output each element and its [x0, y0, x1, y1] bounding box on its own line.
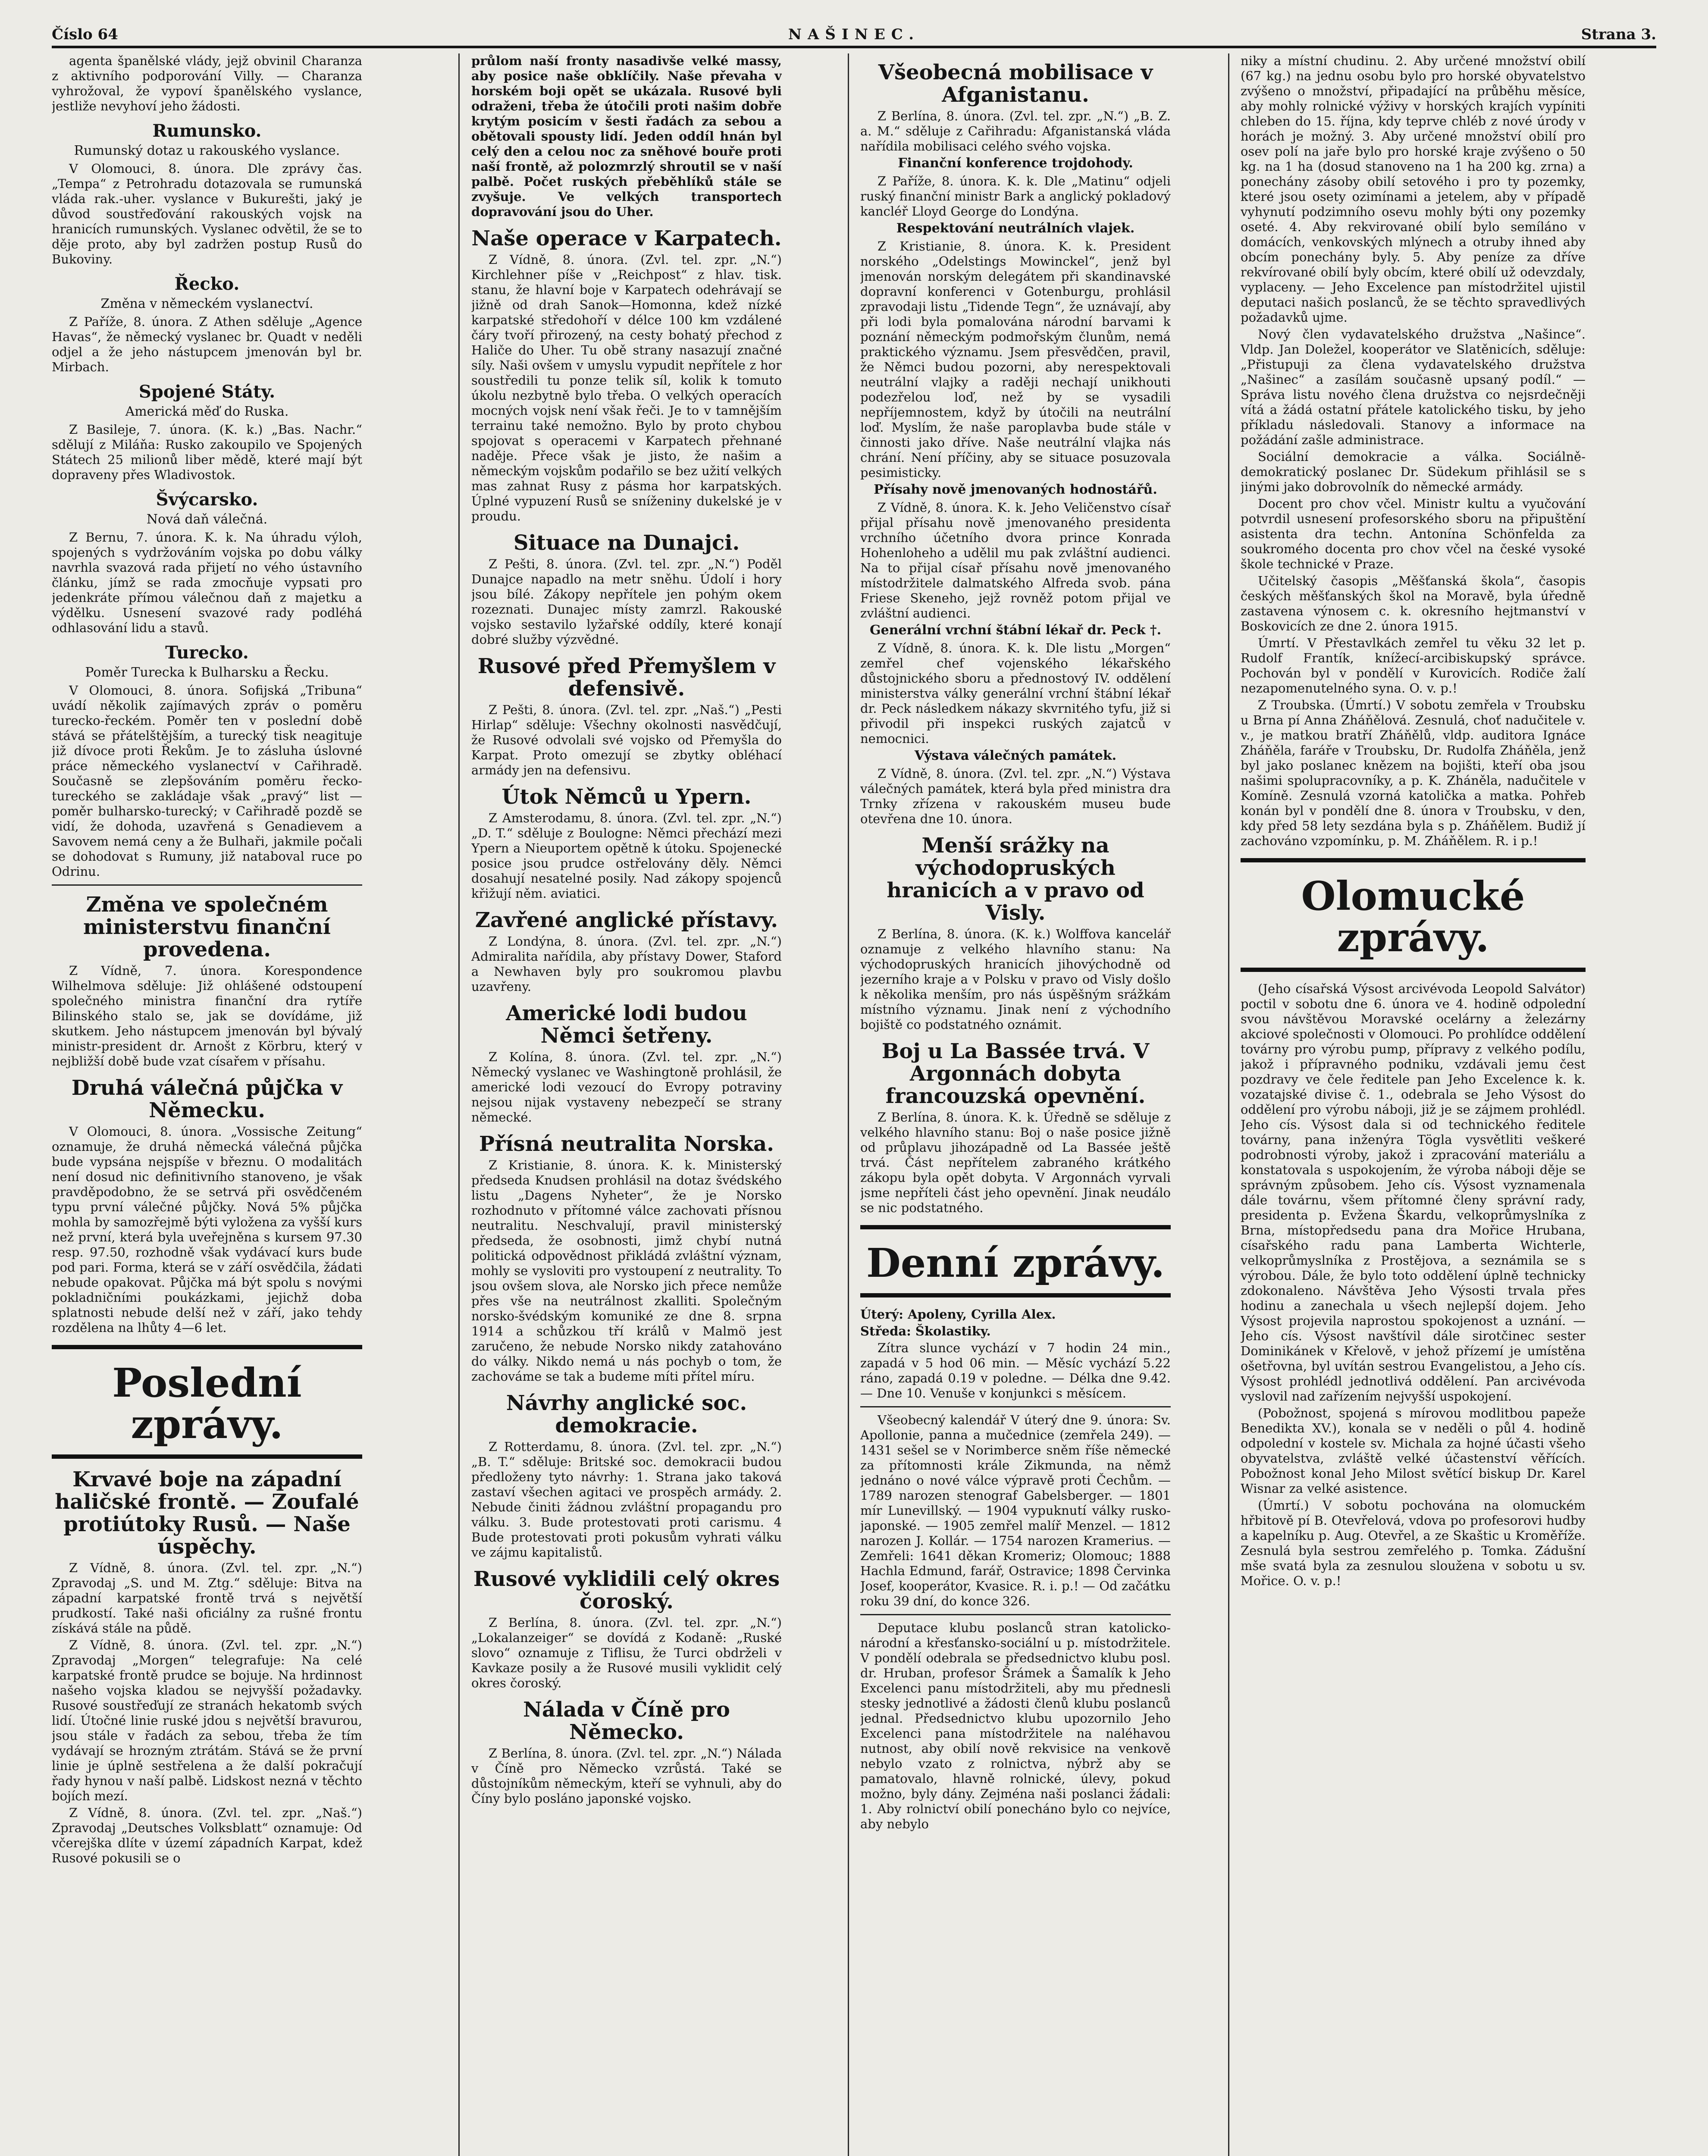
divider [860, 1406, 1171, 1407]
headline: Naše operace v Karpatech. [471, 226, 782, 251]
article-text: (Jeho císařská Výsost arcivévoda Leopold Salvátor) poctil v sobotu dne 6. února ve 4. hodině odpolední svou návštěvou Moravské ocelárny a železárny akciové společnosti v Olomouci. Po prohlídce oddělení továrny pro výrobu pump, přípravy z velkého podílu, jakož i přípravného podniku, vzdávali jemu čest pozdravy ve čele ředitele pan Jeho Excelence k. k. vozatajské divise č. 1., odebrala se Jeho Výsost do oddělení pro výrobu náboji, již je se zájmem prohlédl. Jeho cís. Výsost dala si od technického ředitele továrny, pana inženýra Tögla vysvětliti veškeré podrobnosti výroby, jakož i zpracování materiálu a konstatovala s uspokojením, že výroba náboji děje se správným způsobem. Jeho cís. Výsost vyznamenala dále továrnu, všem přítomné členy správní rady, presidenta p. Evžena Škardu, velkoprůmyslníka z Brna, místopředsedu pana dra Mořice Hrubana, císařského radu pana Lamberta Wichterle, velkoprůmyslníka z Prostějova, a seznámila se s výrobou. Dále, že bylo toto oddělení úplně technicky zdokonaleno. Návštěva Jeho Výsosti trvala přes hodinu a zanechala u všech nejlepší dojem. Jeho Výsost projevila naprostou spokojenost a uznání. — Jeho cís. Výsost navštívil dále sirotčinec sester Dominikánek v Křelově, v jehož přízemí je umístěna ošetřovna, byl uvítán sestrou Evangelistou, a Jeho cís. Výsost prohlédl jednotlivá oddělení. Pan arcivévoda vyslovil nad zařízením nejvyšší uspokojení. [1241, 981, 1586, 1404]
section-heading: Spojené Státy. [138, 382, 276, 402]
column-rule [458, 53, 460, 2156]
headline: Krvavé boje na západní haličské frontě. — Zoufalé protiútoky Rusů. — Naše úspěchy. [55, 1467, 359, 1559]
article-text: Z Berlína, 8. února. (K. k.) Wolffova kancelář oznamuje z velkého hlavního stanu: Na východopruských hranicích jihovýchodně od jezerního kraje a v Polsku v pravo od Visly došlo k několika menším, pro nás úspěšným srážkám místního významu. Jinak není z východního bojiště co podstatného oznámit. [860, 927, 1171, 1032]
headline: Zavřené anglické přístavy. [475, 908, 778, 932]
article-text: V Olomouci, 8. února. Dle zprávy čas. „Tempa“ z Petrohradu dotazovala se rumunská vláda rak.-uher. vyslance v Bukurešti, jaký je důvod soustřeďování rakouských vojsk na hranicích rumunských. Vyslanec odvětil, že se to děje proto, aby byl zadržen postup Rusů do Bukoviny. [52, 161, 362, 266]
section-banner: Poslední zprávy. [112, 1360, 302, 1448]
section-heading: Turecko. [165, 642, 249, 663]
article-text: Z Vídně, 8. února. K. k. Jeho Veličenstvo císař přijal přísahu nově jmenovaného presidenta vrchního účetního dvora prince Konrada Hohenloheho a udělil mu pak zvláštní audienci. Na to přijal císař přísahu nově jmenovaného místodržitele dalmatského Alfreda svob. pána Friese Skeneho, jejž rovněž potom přijal ve zvláštní audienci. [860, 500, 1171, 620]
article-text: Zítra slunce vychází v 7 hodin 24 min., zapadá v 5 hod 06 min. — Měsíc vychází 5.22 ráno, zapadá 0.19 v poledne. — Délka dne 9.42. — Dne 10. Venuše v konjunkci s měsícem. [860, 1341, 1171, 1401]
article-text: Z Vídně, 8. února. (Zvl. tel. zpr. „N.“) Kirchlehner píše v „Reichpost“ z hlav. tisk. stanu, že hlavní boje v Karpatech odehrávají se jižně od drah Sanok—Homonna, kdež nízké karpatské středohoří v délce 100 km vzdálené čáry tvoří přirozený, na cesty bohatý přechod z Haliče do Uher. Tu obě strany nasazují značné síly. Naši ovšem v umyslu vypudit nepřítele z hor soustředili tu ponze telik síl, kolik k tomuto úkolu nezbytně bylo třeba. O velkých operacích mocných vojsk není však řeči. Je to v tamnějším terrainu také nemožno. Bylo by proto chybou spojovat s operacemi v Karpatech přehnané naděje. Přece však je jisto, že našim a německým vojskům podařilo se bez užití velkých mas zahnat Rusy z pásma hor karpatských. Úplné vypuzení Rusů se sníženiny dukelské je v proudu. [471, 252, 782, 523]
section-heading: Rumunsko. [152, 121, 262, 141]
headline: Situace na Dunajci. [513, 531, 740, 555]
article-text: Z Vídně, 8. února. (Zvl. tel. zpr. „Naš.“) Zpravodaj „Deutsches Volksblatt“ oznamuje: Od včerejška dlíte v území západních Karpat, kdež Rusové pokusili se o [52, 1805, 362, 1865]
divider [52, 1345, 362, 1349]
article-text: Z Paříže, 8. února. K. k. Dle „Matinu“ odjeli ruský finanční ministr Bark a anglický pokladový kancléř Lloyd George do Londýna. [860, 174, 1171, 219]
column-rule [1228, 53, 1229, 2156]
headline: Americké lodi budou Němci šetřeny. [506, 1001, 747, 1048]
article-text: Docent pro chov včel. Ministr kultu a vyučování potvrdil usnesení profesorského sboru na připuštění asistenta dra techn. Antonína Schönfelda za soukromého docenta pro chov včel na české vysoké škole technické v Praze. [1241, 496, 1586, 571]
divider [860, 1293, 1171, 1297]
article-text: Z Paříže, 8. února. Z Athen sděluje „Agence Havas“, že německý vyslanec br. Quadt v neděli odjel a že jeho nástupcem jmenován byl br. Mirbach. [52, 314, 362, 374]
calendar-line: Úterý: Apoleny, Cyrilla Alex. [860, 1307, 1056, 1322]
column-2 [471, 53, 782, 2156]
article-text: Z Pešti, 8. února. (Zvl. tel. zpr. „N.“) Poděl Dunajce napadlo na metr sněhu. Údolí i hory jsou bílé. Zákopy nepřítele jen pohým okem rozeznati. Dunajec místy zamrzl. Rakouské vojsko sestavilo lyžařské oddíly, které konají dobré služby výzvědné. [471, 557, 782, 647]
issue-number: Číslo 64 [52, 26, 118, 43]
divider [52, 884, 362, 886]
article-text: Učitelský časopis „Měšťanská škola“, časopis českých měšťanských škol na Moravě, byla úředně zastavena výnosem c. k. okresního hejtmanství v Boskovicích ze dne 2. února 1915. [1241, 573, 1586, 633]
article-text: Z Vídně, 8. února. (Zvl. tel. zpr. „N.“) Výstava válečných památek, která byla před ministra dra Trnky zřízena v rakouském museu bude otevřena dne 10. února. [860, 766, 1171, 826]
divider [860, 1225, 1171, 1229]
section-heading: Švýcarsko. [156, 489, 258, 510]
article-text: Z Londýna, 8. února. (Zvl. tel. zpr. „N.“) Admiralita nařídila, aby přístavy Dower, Staford a Newhaven byly pro soukromou plavbu uzavřeny. [471, 934, 782, 994]
divider [52, 1454, 362, 1459]
article-text: Z Berlína, 8. února. (Zvl. tel. zpr. „N.“) „B. Z. a. M.“ sděluje z Cařihradu: Afganistanská vláda nařídila mobilisaci celého svého vojska. [860, 109, 1171, 154]
headline: Rusové před Přemyšlem v defensivě. [477, 654, 776, 701]
page-number: Strana 3. [1581, 26, 1656, 43]
article-text: Z Berlína, 8. února. K. k. Úředně se sděluje z velkého hlavního stanu: Boj o naše posice jižně od průplavu jihozápadně od La Bassée ještě trvá. Část nepřítelem zabraného krátkého zákopu byla opět dobyta. V Argonnách vyrvali jsme nepříteli část jeho opevnění. Jinak neudálo se nic podstatného. [860, 1110, 1171, 1215]
article-subheading: Poměr Turecka k Bulharsku a Řecku. [85, 665, 329, 680]
divider [1241, 858, 1586, 862]
article-text: Z Bernu, 7. února. K. k. Na úhradu výloh, spojených s vydržováním vojska po dobu války navrhla svazová rada přijetí no vého ústavního článku, jímž se rada zmocňuje vypsati pro jedenkráte přímou válečnou daň z majetku a výdělku. Usnesení svazové rady podléhá odhlasování lidu a stavů. [52, 530, 362, 635]
column-4 [1241, 53, 1586, 2156]
article-text: Z Vídně, 7. února. Korespondence Wilhelmova sděluje: Již ohlášené odstoupení společného ministra finanční dra rytíře Bilinského stalo se, jak se dovídáme, již skutkem. Jeho nástupcem jmenován byl bývalý ministr-president dr. Arnošt z Körbru, který v nejbližší době bude vzat císařem v přísahu. [52, 963, 362, 1069]
headline: Útok Němců u Ypern. [501, 785, 752, 809]
article-text: průlom naší fronty nasadivše velké massy, aby posice naše obklíčily. Naše převaha v horském boji opět se ukázala. Rusové byli odraženi, třeba že útočili proti našim dobře krytým posicím v šesti řadách za sebou a obětovali spousty lidí. Jeden oddíl hnán byl celý den a celou noc za sněhové bouře proti naší frontě, až polozmrzlý shroutil se v naší palbě. Počet ruských přeběhlíků stále se zvyšuje. Ve velkých transportech dopravování jsou do Uher. [471, 53, 782, 219]
article-text: Z Troubska. (Úmrtí.) V sobotu zemřela v Troubsku u Brna pí Anna Zháňělová. Zesnulá, choť nadučitele v. v., je matkou bratří Zháňělů, vldp. auditora Ignáce Zháňěla, faráře v Troubsku, Dr. Rudolfa Zháňěla, jenž byl jako poslanec knězem na bojišti, kteří oba jsou našimi spolupracovníky, a p. K. Zháněla, nadučitele v Komíně. Zesnulá vzorná katolička a matka. Pohřeb konán byl v pondělí dne 8. února v Troubsku, v den, kdy před 58 lety sezdána byla s p. Zháňělem. Budiž jí zachováno vzpomínku, p. M. Zháňělem. R. i p.! [1241, 698, 1586, 848]
article-text: (Úmrtí.) V sobotu pochována na olomuckém hřbitově pí B. Otevřelová, vdova po profesorovi hudby a kapelníku p. Aug. Otevřel, a ze Skaštic u Kroměříže. Zesnulá byla sestrou zemřelého p. Tomka. Zádušní mše svatá byla za zesnulou sloužena v sobotu u sv. Mořice. O. v. p.! [1241, 1498, 1586, 1588]
newspaper-title: NAŠINEC. [788, 26, 920, 43]
headline: Rusové vyklidili celý okres čoroský. [473, 1567, 780, 1614]
article-text: Z Berlína, 8. února. (Zvl. tel. zpr. „N.“) „Lokalanzeiger“ se dovídá z Kodaně: „Ruské slovo“ oznamuje z Tiflisu, že Turci obdrželi v Kavkaze posily a že Rusové musili vyklidit celý okres čoroský. [471, 1615, 782, 1690]
column-rule [848, 53, 849, 2156]
column-1 [52, 53, 362, 2156]
article-text: Z Pešti, 8. února. (Zvl. tel. zpr. „Naš.“) „Pesti Hirlap“ sděluje: Všechny okolnosti nasvědčují, že Rusové odvolali své vojsko od Přemyšla do Karpat. Proto omezují se zbytky obléhací armády jen na defensivu. [471, 702, 782, 777]
article-text: Z Amsterodamu, 8. února. (Zvl. tel. zpr. „N.“) „D. T.“ sděluje z Boulogne: Němci přechází mezi Ypern a Nieuportem opětně k útoku. Spojenecké posice jsou prudce ostřelovány děly. Němci dosahují nesatelné posily. Nad zákopy spojenců křižují něm. aviatici. [471, 811, 782, 901]
article-text: Z Kristianie, 8. února. K. k. Ministerský předseda Knudsen prohlásil na dotaz švédského listu „Dagens Nyheter“, že je Norsko rozhodnuto v přítomné válce zachovati přísnou neutralitu. Neschvalují, pravil ministerský předseda, že osobnosti, jimž chybí nutná politická odpovědnost přikládá zvláštní význam, mohly se vysloviti pro vystoupení z neutrality. To jsou ovšem slova, ale Norsko jich přece nemůže přes vše na neutrálnost zkalliti. Společným norsko-švédským komuniké ze dne 8. srpna 1914 a schůzkou tří králů v Malmö jest zaručeno, že nebude Norsko nikdy zatahováno do války. Nikdo nemá u nás pochyb o tom, že zachováme se tak a budeme míti přítel míru. [471, 1158, 782, 1384]
article-subheading: Rumunský dotaz u rakouského vyslance. [74, 143, 340, 158]
article-text: V Olomouci, 8. února. Sofijská „Tribuna“ uvádí několik zajímavých zpráv o poměru turecko-řeckém. Poměr ten v poslední době stává se přátelštějším, a turecký tisk neagituje již dívoce proti Řekům. Je to zásluha úslovné práce německého vyslanectví v Cařihradě. Současně se zlepšováním poměru řecko-tureckého se zakládaje však „pravý“ list — poměr bulharsko-turecký; v Cařihradě pozdě se vidí, že dohoda, uzavřená s Genadievem a Savovem nemá ceny a že Bulhaři, jakmile počali se dohodovat s Rumuny, již nataboval ruce po Odrinu. [52, 683, 362, 879]
article-subheading: Výstava válečných památek. [914, 748, 1117, 763]
column-3 [860, 53, 1171, 2156]
article-text: Z Vídně, 8. února. (Zvl. tel. zpr. „N.“) Zpravodaj „S. und M. Ztg.“ sděluje: Bitva na západní karpatské frontě trvá s největší prudkostí. Také naši oficiálny za rušné frontu získává stále na půdě. [52, 1561, 362, 1636]
article-text: Z Berlína, 8. února. (Zvl. tel. zpr. „N.“) Nálada v Číně pro Německo vzrůstá. Také se důstojníkům německým, kteří se vyhnuli, aby do Číny bylo posláno japonské vojsko. [471, 1746, 782, 1806]
article-subheading: Americká měď do Ruska. [125, 404, 289, 419]
headline: Boj u La Bassée trvá. V Argonnách dobyta francouzská opevnění. [881, 1039, 1150, 1108]
article-subheading: Přísahy nově jmenovaných hodnostářů. [874, 482, 1157, 497]
article-text: Deputace klubu poslanců stran katolicko-národní a křesťansko-sociální u p. místodržitele. V pondělí odebrala se předsednictvo klubu posl. dr. Hruban, profesor Šrámek a Šamalík k Jeho Excelenci panu místodržiteli, aby mu přednesli stesky jednotlivé a žádosti členů klubu poslanců jednal. Předsednictvo klubu upozornilo Jeho Excelenci pana místodržitele na naléhavou nutnost, aby obilí nově rekvisice na venkově nebylo vzato z rolnictva, nýbrž aby se pamatovalo, hlavně rolnické, úlevy, pokud možno, byly dány. Zejména naši poslanci žádali: 1. Aby rolnictví obilí ponecháno bylo co nejvíce, aby nebylo [860, 1620, 1171, 1831]
divider [1241, 968, 1586, 972]
article-text: Z Vídně, 8. února. (Zvl. tel. zpr. „N.“) Zpravodaj „Morgen“ telegrafuje: Na celé karpatské frontě prudce se bojuje. Na hrdinnost našeho vojska kladou se nejvyšší požadavky. Rusové soustřeďují ze stranách hekatomb svých lidí. Útočné linie ruské jdou s největší bravurou, jsou stále v řadách za sebou, třeba že tím vydávají se hrozným ztrátám. Stává se že první linie je úplně sestřelena a že další pokračují řady hynou v naší palbě. Lidskost nezná v těchto bojích mezí. [52, 1638, 362, 1803]
article-text: Úmrtí. V Přestavlkách zemřel tu věku 32 let p. Rudolf Frantík, knížecí-arcibiskupský správce. Pochován byl v pondělí v Kurovicích. Rodiče žalí nezapomenutelného syna. O. v. p.! [1241, 636, 1586, 696]
article-text: Nový člen vydavatelského družstva „Našince“. Vldp. Jan Doležel, kooperátor ve Slatěnicích, sděluje: „Přistupuji za člena vydavatelského družstva „Našinec“ a zasílám současně upsaný podíl.“ — Správa listu nového člena družstva co nejsrdečněji vítá a žádá ostatní přátele katolického tisku, by jeho příkladu následovali. Stanovy a informace na požádání zašle administrace. [1241, 327, 1586, 447]
headline: Menší srážky na východopruských hranicích a v pravo od Visly. [887, 834, 1144, 925]
section-heading: Řecko. [174, 274, 240, 294]
article-text: Z Kolína, 8. února. (Zvl. tel. zpr. „N.“) Německý vyslanec ve Washingtoně prohlásil, že americké lodi vezoucí do Evropy potraviny nejsou nijak vystaveny nebezpečí se strany německé. [471, 1050, 782, 1125]
article-text: (Pobožnost, spojená s mírovou modlitbou papeže Benedikta XV.), konala se v neděli o půl 4. hodině odpolední v kostele sv. Michala za hojné účasti všeho obyvatelstva, zvláště velké účastenství věřících. Pobožnost konal Jeho Milost světící biskup Dr. Karel Wisnar za velké asistence. [1241, 1406, 1586, 1496]
article-text: Všeobecný kalendář V úterý dne 9. února: Sv. Apollonie, panna a mučednice (zemřela 249). — 1431 sešel se v Norimberce sněm říše německé za přítomnosti krále Zikmunda, na němž jednáno o nové válce výpravě proti Čechům. — 1789 narozen stenograf Gabelsberger. — 1801 mír Lunevillský. — 1904 vypuknutí války rusko-japonské. — 1905 zemřel malíř Menzel. — 1812 narozen J. Kollár. — 1754 narozen Kramerius. — Zemřeli: 1641 děkan Kromeriz; Olomouc; 1888 Hachla Edmund, farář, Ostravice; 1898 Červinka Josef, kooperátor, Kvasice. R. i. p.! — Od začátku roku 39 dní, do konce 326. [860, 1413, 1171, 1608]
article-subheading: Finanční konference trojdohody. [898, 156, 1133, 171]
headline: Změna ve společném ministerstvu finanční provedena. [83, 893, 331, 962]
calendar-line: Středa: Školastiky. [860, 1324, 991, 1338]
article-subheading: Generální vrchní štábní lékař dr. Peck †. [869, 623, 1162, 638]
article-subheading: Respektování neutrálních vlajek. [896, 221, 1135, 236]
section-banner: Olomucké zprávy. [1301, 873, 1525, 961]
article-text: niky a místní chudinu. 2. Aby určené množství obilí (67 kg.) na jednu osobu bylo pro horské obyvatelstvo zvýšeno o množství, připadající na průběhu měsíce, aby mohly rolnické výživy v horských krajích vypíniti chleben do 15. října, kdy teprve chléb z nové úrody v horách je možný. 3. Aby určené množství obilí pro osev polí na jaře bylo pro horské kraje zvýšeno o 50 kg. na 1 ha (dosud stanoveno na 1 ha 200 kg. zrna) a ponechány zásoby obilí setového i pro ty pozemky, které jsou osety ozimínami a jetelem, aby v případě vyhynutí podzimního osevu mohly býti ony pozemky oseté. 4. Aby rekvirované obilí bylo semíláno v domácích, venkovských mlýnech a otruby ihned aby obcím ponechány byly. 5. Aby peníze za dříve rekvírované obilí byly obcím, které obilí už odevzdaly, vyplaceny. — Jeho Excelence pan místodržitel ujistil deputaci našich poslanců, že se těchto spravedlivých požadavků ujme. [1241, 53, 1586, 325]
headline: Všeobecná mobilisace v Afganistanu. [878, 60, 1153, 107]
article-text: Z Vídně, 8. února. K. k. Dle listu „Morgen“ zemřel chef vojenského lékařského důstojnického sboru a přednostový IV. oddělení ministerstva války generální vrchní štábní lékař dr. Peck následkem nákazy skvrnitého tyfu, již si přivodil při inspekci ruských zajatců v nemocnici. [860, 641, 1171, 746]
divider [860, 1614, 1171, 1615]
masthead [52, 26, 1656, 48]
article-text: V Olomouci, 8. února. „Vossische Zeitung“ oznamuje, že druhá německá válečná půjčka bude vypsána nejspíše v březnu. O modalitách není dosud nic definitivního stanoveno, je však pravděpodobno, že se setrvá při osvědčeném typu první válečné půjčky. Nová 5% půjčka mohla by samozřejmě býti vyložena za vyšší kurs než první, která byla uveřejněna s kursem 97.30 resp. 97.50, rozhodně však vydávací kurs bude pod pari. Forma, která se v září osvědčila, žádati nebude opakovat. Půjčka má být spolu s novými pokladničními poukázkami, jejichž doba splatnosti nebude delší než v září, jako tehdy rozdělena na lhůty 4—6 let. [52, 1124, 362, 1335]
article-subheading: Nová daň válečná. [146, 512, 268, 527]
headline: Návrhy anglické soc. demokracie. [506, 1391, 747, 1438]
article-text: Sociální demokracie a válka. Sociálně-demokratický poslanec Dr. Südekum přihlásil se s jinými jako dobrovolník do německé armády. [1241, 449, 1586, 494]
article-text: Z Basileje, 7. února. (K. k.) „Bas. Nachr.“ sdělují z Miláňa: Rusko zakoupilo ve Spojených Státech 25 milionů liber mědě, které mají být dopraveny přes Wladivostok. [52, 422, 362, 482]
headline: Nálada v Číně pro Německo. [523, 1698, 730, 1744]
article-text: Z Kristianie, 8. února. K. k. President norského „Odelstings Mowinckel“, jenž byl jmenován norským delegátem při skandinavské dopravní konferenci v Gotenburgu, prohlásil zpravodaji listu „Tidende Tegn“, že uznávají, aby při lodi byla pomalována národní barvami k poznání německým podmořským člunům, nemá praktického významu. Jsem přesvědčen, pravil, že Němci budou pozorni, aby nerespektovali neutrální vlajky a raději nechají unikhouti podezřelou loď, než by se vysadili nepříjemnostem, když by útočili na neutrální loď. Myslím, že naše paroplavba bude stále v činnosti jako dříve. Naše neutrální vlajka nás chrání. Není příčiny, aby se situace posuzovala pesimisticky. [860, 239, 1171, 480]
article-text: Z Rotterdamu, 8. února. (Zvl. tel. zpr. „N.“) „B. T.“ sděluje: Britské soc. demokracii budou předloženy tyto návrhy: 1. Strana jako taková zastaví všechen agitaci ve prospěch armády. 2. Nebude činiti žádnou zvláštní propagandu pro válku. 3. Bude protestovati proti carismu. 4 Bude protestovati proti pokusům vyhrati válku ve zájmu kapitalistů. [471, 1439, 782, 1560]
headline: Druhá válečná půjčka v Německu. [71, 1076, 343, 1122]
headline: Přísná neutralita Norska. [479, 1132, 774, 1156]
article-subheading: Změna v německém vyslanectví. [100, 296, 313, 311]
section-banner: Denní zprávy. [866, 1240, 1165, 1286]
article-text: agenta španělské vlády, jejž obvinil Charanza z aktivního podporování Villy. — Charanza vyhrožoval, že vypoví španělského vyslance, jestliže nevyhoví jeho žádosti. [52, 53, 362, 113]
